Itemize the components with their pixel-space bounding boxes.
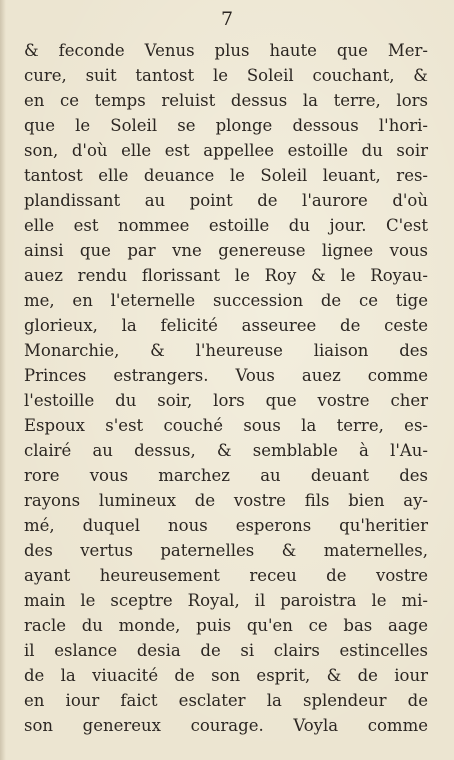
text-line: ainsi que par vne genereuse lignee vous [24,241,428,260]
body-text [24,38,428,738]
text-line: en iour faict esclater la splendeur de [24,691,428,710]
text-line: me, en l'eternelle succession de ce tige [24,291,428,310]
text-line: elle est nommee estoille du jour. C'est [24,216,428,235]
text-line: racle du monde, puis qu'en ce bas aage [24,616,428,635]
text-line: rayons lumineux de vostre fils bien ay- [24,491,428,510]
page-number: 7 [220,8,234,30]
text-line: glorieux, la felicité asseuree de ceste [24,316,428,335]
text-line: Espoux s'est couché sous la terre, es- [24,416,428,435]
text-line: son genereux courage. Voyla comme [24,716,428,735]
text-line: mé, duquel nous esperons qu'heritier [24,516,428,535]
text-line: il eslance desia de si clairs estincelles [24,641,428,660]
page-edge-shadow [0,0,6,760]
text-line: tantost elle deuance le Soleil leuant, res- [24,166,428,185]
text-line: & feconde Venus plus haute que Mer- [24,41,428,60]
text-line: clairé au dessus, & semblable à l'Au- [24,441,428,460]
text-line: auez rendu florissant le Roy & le Royau- [24,266,428,285]
text-line: rore vous marchez au deuant des [24,466,428,485]
text-line: que le Soleil se plonge dessous l'hori- [24,116,428,135]
text-line: cure, suit tantost le Soleil couchant, & [24,66,428,85]
text-line: en ce temps reluist dessus la terre, lors [24,91,428,110]
text-line: des vertus paternelles & maternelles, [24,541,428,560]
text-line: ayant heureusement receu de vostre [24,566,428,585]
text-line: l'estoille du soir, lors que vostre cher [24,391,428,410]
text-line: Princes estrangers. Vous auez comme [24,366,428,385]
text-line: de la viuacité de son esprit, & de iour [24,666,428,685]
text-line: Monarchie, & l'heureuse liaison des [24,341,428,360]
text-line: main le sceptre Royal, il paroistra le mi- [24,591,428,610]
text-line: plandissant au point de l'aurore d'où [24,191,428,210]
text-line: son, d'où elle est appellee estoille du soir [24,141,428,160]
